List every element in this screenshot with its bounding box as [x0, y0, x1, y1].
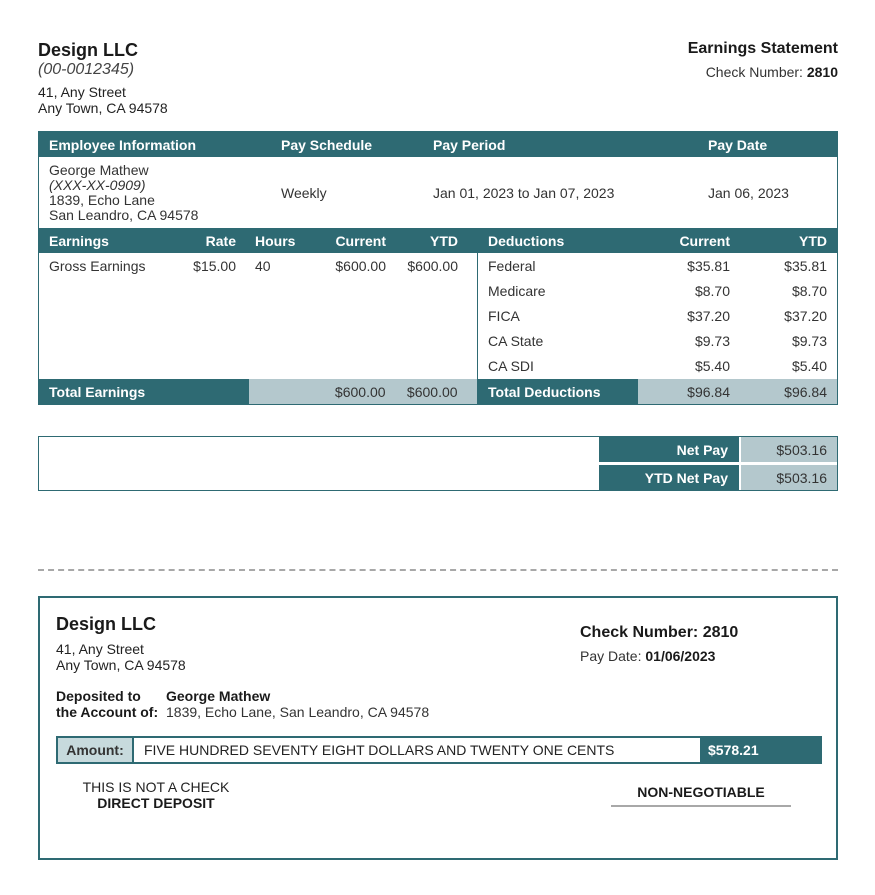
- total-deductions-ytd: $96.84: [784, 383, 827, 400]
- deductions-body: [478, 253, 837, 379]
- deductions-header: [478, 228, 837, 253]
- direct-deposit-text: DIRECT DEPOSIT: [97, 795, 215, 811]
- stub-pay-date: [580, 648, 738, 664]
- check-number: [688, 64, 838, 80]
- deduction-current: $5.40: [694, 357, 730, 374]
- earnings-body: [39, 253, 477, 379]
- table-row: [478, 328, 837, 353]
- header-current: Current: [679, 232, 730, 249]
- stub-pay-date-value: 01/06/2023: [645, 648, 716, 664]
- stub-check-number: Check Number: 2810: [580, 624, 739, 641]
- table-row: [478, 278, 837, 303]
- deduction-ytd: $9.73: [791, 332, 827, 349]
- not-a-check-text: THIS IS NOT A CHECK: [82, 779, 230, 795]
- deposit-account: [56, 688, 429, 720]
- company-name: Design LLC: [38, 40, 139, 60]
- header-pay-period: Pay Period: [433, 136, 506, 153]
- company-address: [38, 84, 838, 116]
- stub-check-info: [580, 624, 738, 664]
- employee-address-line2: San Leandro, CA 94578: [49, 206, 199, 223]
- deduction-current: $35.81: [687, 257, 730, 274]
- header-deductions: Deductions: [488, 232, 565, 249]
- deduction-name: CA State: [488, 332, 544, 349]
- earnings-table: [39, 228, 478, 404]
- payee-address: 1839, Echo Lane, San Leandro, CA 94578: [166, 704, 430, 720]
- payee-info: [166, 688, 429, 720]
- total-deductions-label: Total Deductions: [478, 379, 638, 404]
- deduction-name: Medicare: [488, 282, 546, 299]
- ytd-net-pay-value: $503.16: [741, 465, 837, 490]
- earnings-header: [39, 228, 477, 253]
- earnings-deductions-section: [38, 228, 838, 405]
- header-pay-date: Pay Date: [708, 136, 768, 153]
- earning-name: Gross Earnings: [49, 257, 146, 274]
- company-address-line1: 41, Any Street: [38, 84, 126, 100]
- check-number-value: 2810: [806, 64, 838, 80]
- total-deductions-values: [638, 379, 837, 404]
- statement-title: Earnings Statement: [687, 40, 838, 57]
- statement-title-block: [688, 40, 838, 80]
- deduction-ytd: $8.70: [791, 282, 827, 299]
- net-pay-value: $503.16: [741, 437, 837, 462]
- pay-period: Jan 01, 2023 to Jan 07, 2023: [433, 184, 615, 201]
- header-hours: Hours: [255, 232, 296, 249]
- company-address-line2: Any Town, CA 94578: [38, 100, 168, 116]
- stub-pay-date-label: Pay Date:: [580, 648, 642, 664]
- net-pay-box: [38, 436, 838, 491]
- deduction-ytd: $37.20: [784, 307, 827, 324]
- stub-company-name: Design LLC: [56, 614, 157, 634]
- deduction-current: $37.20: [687, 307, 730, 324]
- amount-in-words: FIVE HUNDRED SEVENTY EIGHT DOLLARS AND TWENTY ONE CENTS: [144, 742, 615, 758]
- deduction-name: Federal: [488, 257, 536, 274]
- deposited-label-line1: Deposited to: [56, 688, 141, 704]
- amount-value: $578.21: [700, 738, 820, 762]
- deduction-ytd: $5.40: [791, 357, 827, 374]
- pay-schedule: Weekly: [281, 184, 327, 201]
- header-ytd: YTD: [430, 232, 458, 249]
- table-row: [478, 253, 837, 278]
- non-negotiable-label: NON-NEGOTIABLE: [611, 784, 791, 807]
- employee-ssn: (XXX-XX-0909): [49, 176, 146, 193]
- stub-address-line1: 41, Any Street: [56, 641, 144, 657]
- employee-name: George Mathew: [49, 161, 149, 178]
- net-pay-row: [599, 437, 837, 462]
- ytd-net-pay-row: [599, 465, 837, 490]
- earnings-total-row: [39, 379, 477, 404]
- earning-current: $600.00: [335, 257, 386, 274]
- payee-name: George Mathew: [166, 688, 271, 704]
- earning-hours: 40: [255, 257, 271, 274]
- total-earnings-label: Total Earnings: [39, 379, 249, 404]
- header-current: Current: [335, 232, 386, 249]
- total-deductions-current: $96.84: [687, 383, 730, 400]
- employee-information: [39, 163, 281, 223]
- deduction-ytd: $35.81: [784, 257, 827, 274]
- stub-address-line2: Any Town, CA 94578: [56, 657, 186, 673]
- check-number-label: Check Number:: [705, 64, 803, 80]
- employee-table-row: [39, 157, 837, 228]
- ytd-net-pay-label: YTD Net Pay: [599, 465, 739, 490]
- amount-label: Amount:: [58, 738, 134, 762]
- deduction-current: $9.73: [694, 332, 730, 349]
- deductions-table: [478, 228, 837, 404]
- total-earnings-values: [249, 379, 477, 404]
- statement-header: [38, 40, 838, 116]
- earning-ytd: $600.00: [407, 257, 458, 274]
- stub-company-address: [56, 641, 186, 673]
- earning-rate: $15.00: [193, 257, 236, 274]
- deduction-name: FICA: [488, 307, 520, 324]
- header-rate: Rate: [205, 232, 236, 249]
- deductions-total-row: [478, 379, 837, 404]
- deduction-name: CA SDI: [488, 357, 534, 374]
- deposited-label-line2: the Account of:: [56, 704, 159, 720]
- table-row: [478, 353, 837, 378]
- table-row: [478, 303, 837, 328]
- employee-address-line1: 1839, Echo Lane: [49, 191, 155, 208]
- table-row: [39, 253, 477, 278]
- deposited-to-label: [56, 688, 166, 720]
- header-ytd: YTD: [799, 232, 827, 249]
- employee-info-table: [38, 131, 838, 229]
- company-id: (00-0012345): [38, 61, 135, 78]
- employee-table-header: [39, 132, 837, 157]
- net-pay-label: Net Pay: [599, 437, 739, 462]
- not-a-check-notice: [40, 779, 272, 811]
- pay-date: Jan 06, 2023: [708, 184, 789, 201]
- total-earnings-ytd: $600.00: [406, 383, 458, 400]
- tear-off-divider: [38, 569, 838, 571]
- deduction-current: $8.70: [694, 282, 730, 299]
- total-earnings-current: $600.00: [334, 383, 386, 400]
- deposit-stub: [38, 596, 838, 860]
- header-pay-schedule: Pay Schedule: [281, 136, 373, 153]
- header-employee-information: Employee Information: [49, 136, 197, 153]
- amount-row: [56, 736, 822, 764]
- header-earnings: Earnings: [49, 232, 109, 249]
